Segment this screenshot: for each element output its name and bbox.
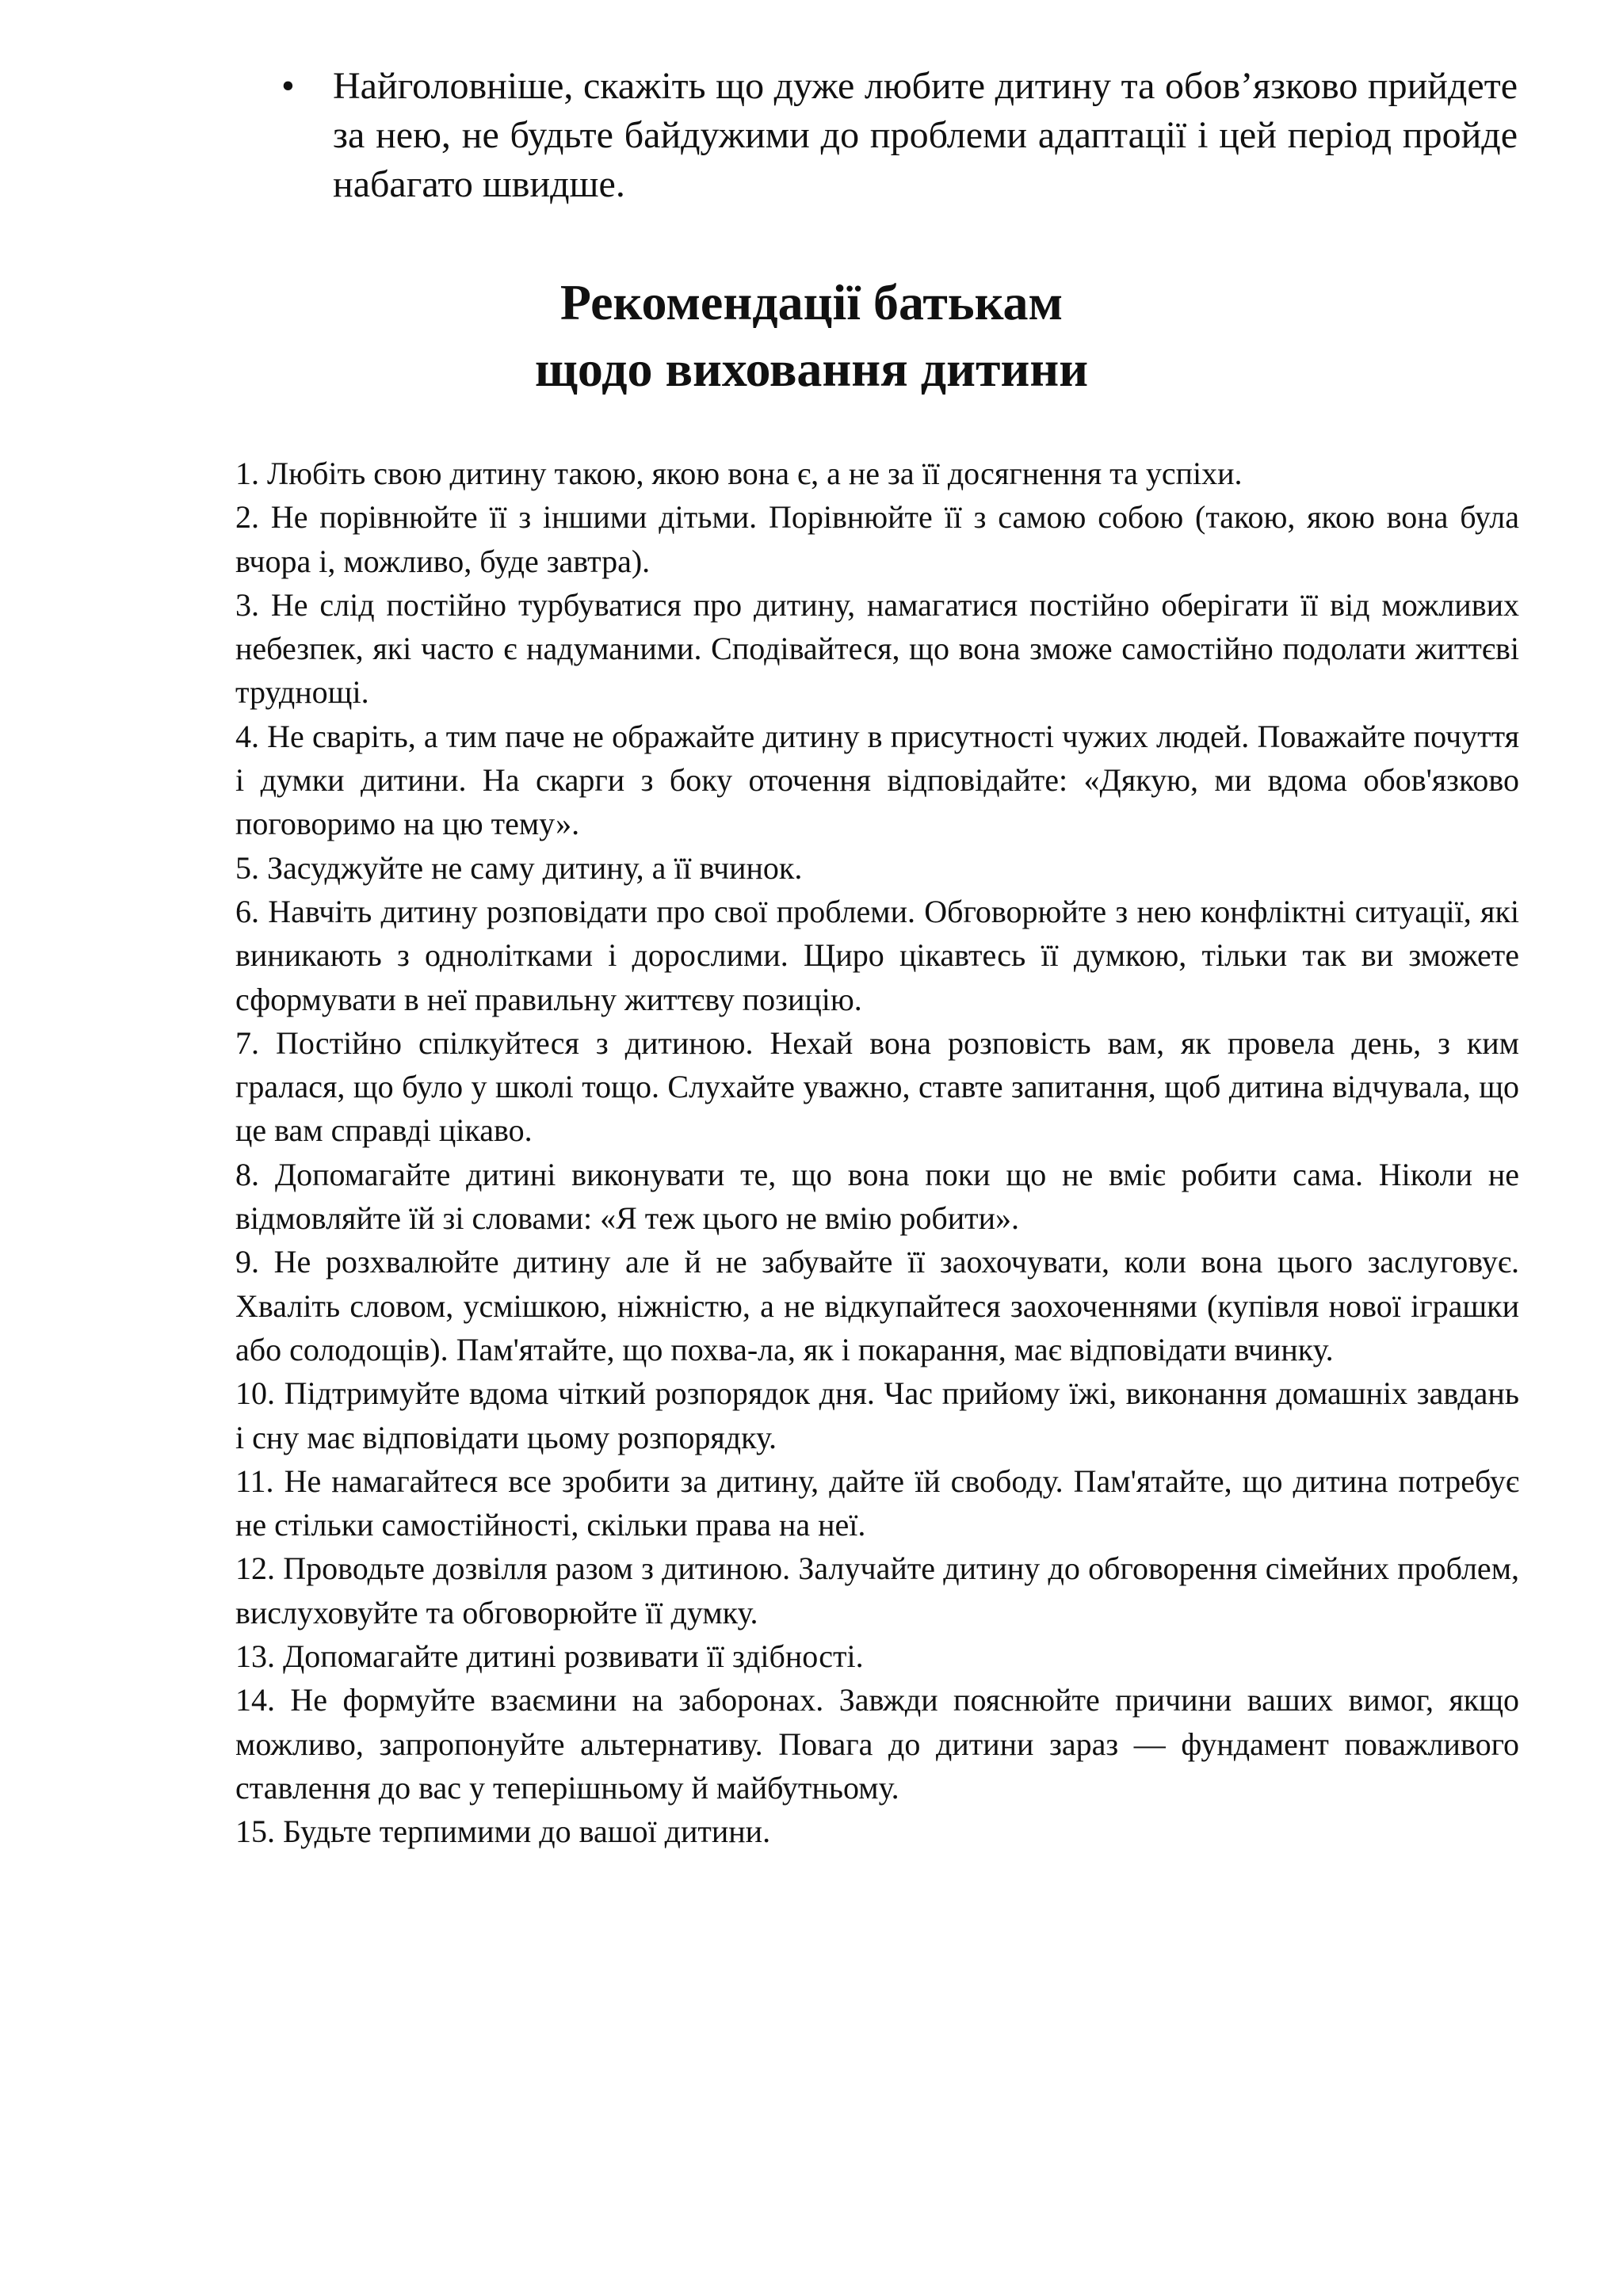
title-line-1: Рекомендації батькам xyxy=(559,274,1064,330)
recommendation-item-1: 1. Любіть свою дитину такою, якою вона є, а не за її досягнення та успіхи. xyxy=(235,456,1243,491)
recommendation-item-13: 13. Допомагайте дитині розвивати її здібності. xyxy=(235,1638,864,1675)
title-line-2: щодо виховання дитини xyxy=(534,341,1089,397)
recommendation-item-8: 8. Допомагайте дитині виконувати те, що вона поки що не вміє робити сама. Ніколи не відмовляйте їй зі словами: «Я теж цього не вмію робити». xyxy=(235,1156,1519,1237)
recommendation-item-5: 5. Засуджуйте не саму дитину, а її вчинок. xyxy=(235,849,803,886)
bullet-paragraph xyxy=(281,62,1518,209)
recommendation-item-9: 9. Не розхвалюйте дитину але й не забувайте її заохочувати, коли вона цього заслуговує. Хваліть словом, усмішкою, ніжністю, а не відкупайтеся заохоченнями (купівля нової іграшки або солодощів). Пам'ятайте, що похва-ла, як і покарання, має відповідати вчинку. xyxy=(235,1244,1519,1367)
recommendations-list xyxy=(235,452,1519,1854)
recommendation-item-11: 11. Не намагайтеся все зробити за дитину, дайте їй свободу. Пам'ятайте, що дитина потребує не стільки самостійності, скільки права на неї. xyxy=(235,1463,1519,1543)
recommendation-item-15: 15. Будьте терпимими до вашої дитини. xyxy=(235,1814,771,1850)
recommendation-item-4: 4. Не сваріть, а тим паче не ображайте дитину в присутності чужих людей. Поважайте почуття і думки дитини. На скарги з боку оточення відповідайте: «Дякую, ми вдома обов'язково поговоримо на цю тему». xyxy=(235,718,1519,842)
recommendation-item-3: 3. Не слід постійно турбуватися про дитину, намагатися постійно оберігати її від можливих небезпек, які часто є надуманими. Сподівайтеся, що вона зможе самостійно подолати життєві труднощі. xyxy=(235,586,1519,711)
bullet-marker: • xyxy=(281,65,295,107)
recommendation-item-10: 10. Підтримуйте вдома чіткий розпорядок дня. Час прийому їжі, виконання домашніх завдань і сну має відповідати цьому розпорядку. xyxy=(235,1375,1519,1455)
recommendation-item-7: 7. Постійно спілкуйтеся з дитиною. Нехай вона розповість вам, як провела день, з ким гралася, що було у школі тощо. Слухайте уважно, ставте запитання, щоб дитина відчувала, що це вам справді цікаво. xyxy=(235,1024,1519,1149)
recommendation-item-6: 6. Навчіть дитину розповідати про свої проблеми. Обговорюйте з нею конфліктні ситуації, які виникають з однолітками і дорослими. Щиро цікавтесь її думкою, тільки так ви зможете сформувати в неї правильну життєву позицію. xyxy=(235,893,1519,1017)
recommendation-item-2: 2. Не порівнюйте її з іншими дітьми. Порівнюйте її з самою собою (такою, якою вона була вчора і, можливо, буде завтра). xyxy=(235,499,1519,579)
recommendation-item-12: 12. Проводьте дозвілля разом з дитиною. Залучайте дитину до обговорення сімейних проблем, вислуховуйте та обговорюйте її думку. xyxy=(235,1550,1519,1630)
recommendation-item-14: 14. Не формуйте взаємини на заборонах. Завжди пояснюйте причини ваших вимог, якщо можливо, запропонуйте альтернативу. Повага до дитини зараз — фундамент поважливого ставлення до вас у теперішньому й майбутньому. xyxy=(235,1682,1519,1806)
bullet-text: Найголовніше, скажіть що дуже любите дитину та обов’язково прийдете за нею, не будьте байдужими до проблеми адаптації і цей період пройде набагато швидше. xyxy=(333,65,1518,205)
page-title xyxy=(0,269,1623,402)
